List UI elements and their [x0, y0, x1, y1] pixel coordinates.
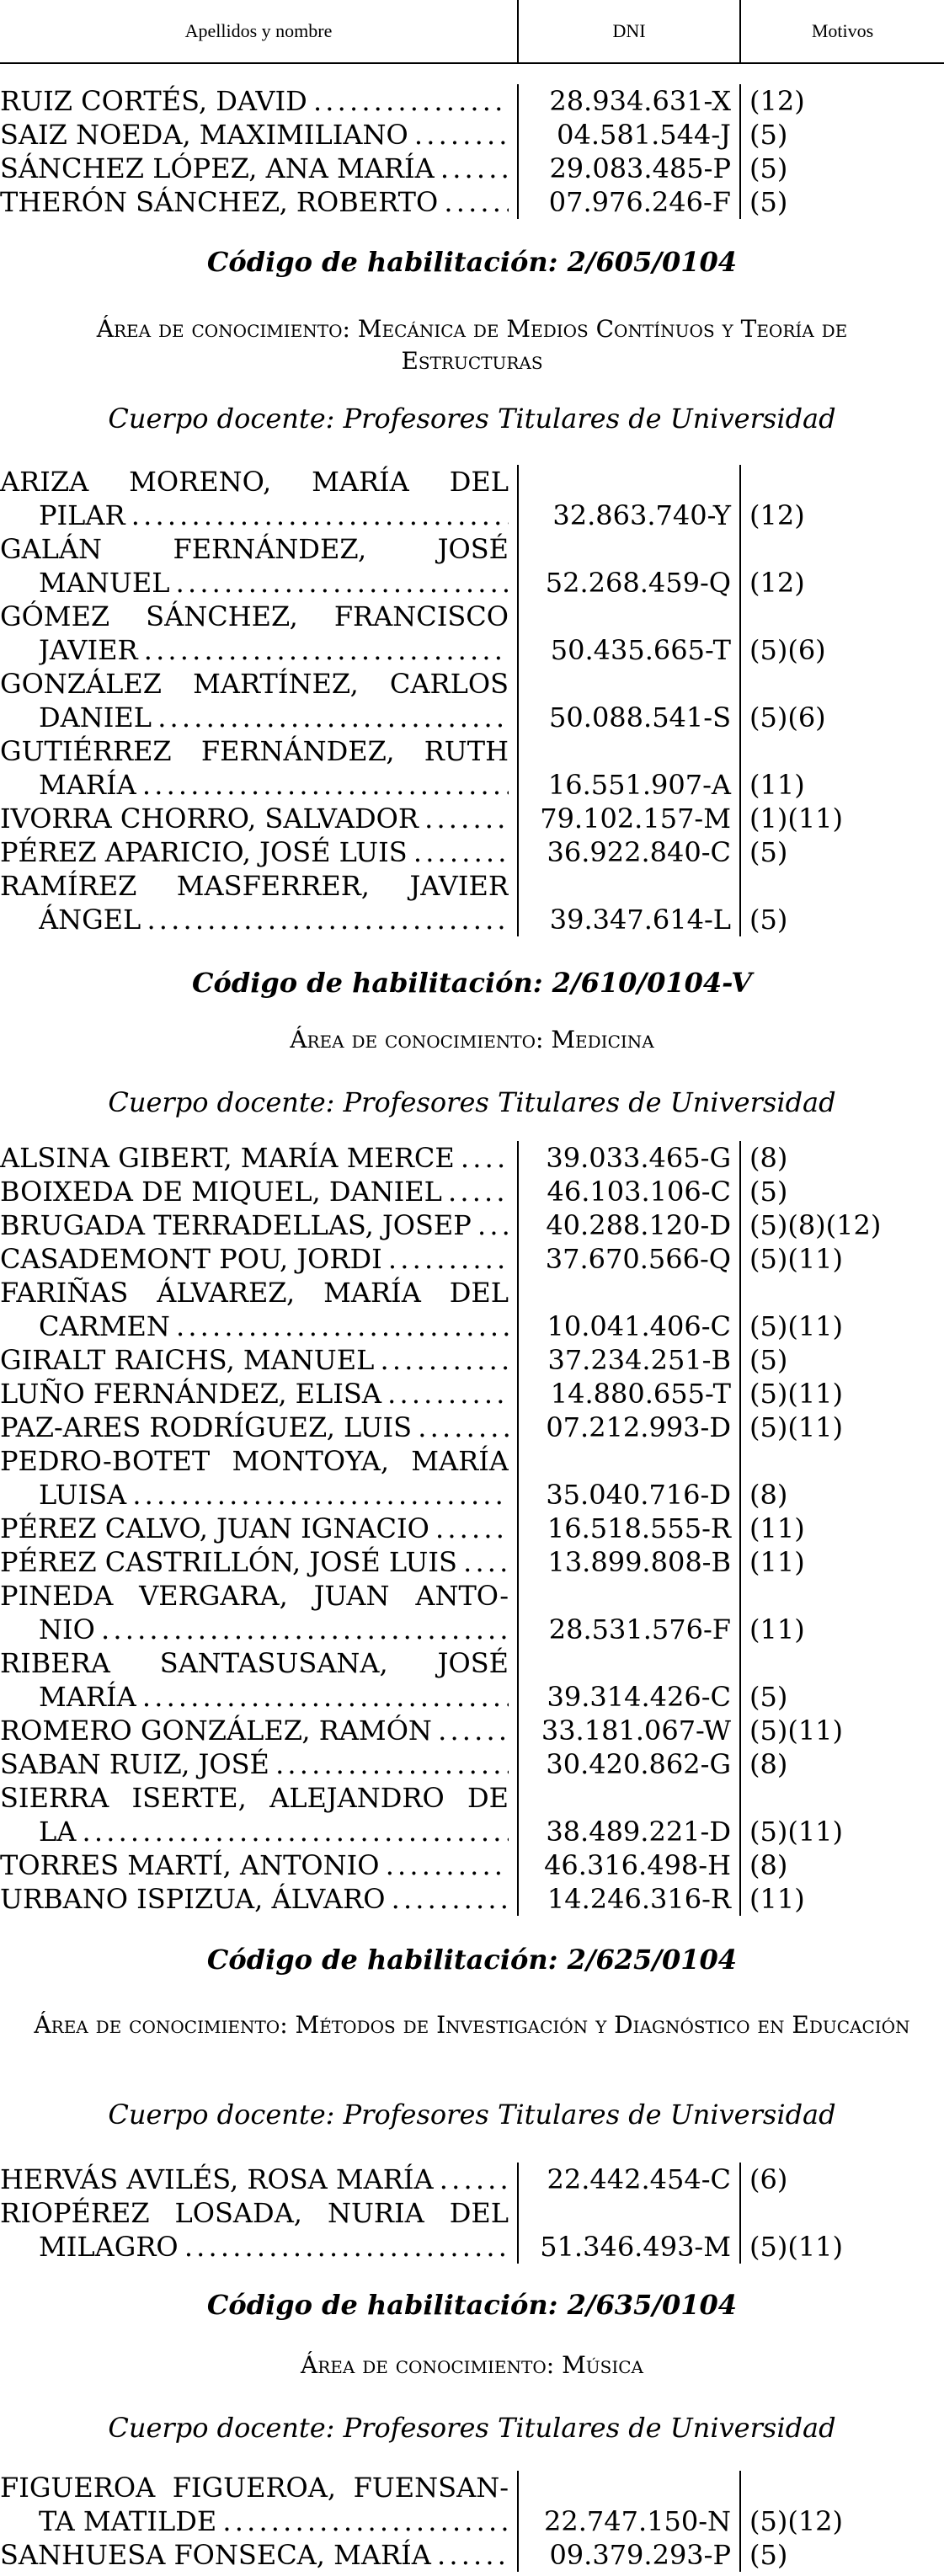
entry-dni: 22.442.454-C — [547, 2163, 731, 2195]
entry-motivos: (5)(11) — [749, 1310, 844, 1342]
entry-name: GONZÁLEZ MARTÍNEZ, CARLOS — [0, 668, 509, 700]
entry-motivos: (11) — [749, 1546, 805, 1578]
table-row — [0, 2163, 944, 2196]
entries-block — [0, 465, 944, 936]
entry-name: NIO . . . — [39, 1613, 509, 1646]
entry-dni: 14.246.316-R — [547, 1883, 731, 1915]
entry-dni: 28.934.631-X — [549, 85, 731, 117]
entry-dni: 38.489.221-D — [546, 1816, 731, 1848]
table-row — [0, 1478, 944, 1512]
entry-motivos: (11) — [749, 769, 805, 801]
entry-dni: 22.747.150-N — [543, 2505, 731, 2537]
section-area: Área de conocimiento: Música — [301, 2351, 643, 2379]
table-row — [0, 1815, 944, 1848]
entry-name: LUÑO FERNÁNDEZ, ELISA . . . — [0, 1377, 509, 1411]
table-row — [0, 1714, 944, 1747]
entry-name: ÁNGEL . . . — [39, 903, 509, 936]
entry-name: FIGUEROA FIGUEROA, FUENSAN- — [0, 2472, 509, 2504]
entry-name: THERÓN SÁNCHEZ, ROBERTO . . . — [0, 185, 509, 219]
entry-motivos: (5) — [749, 1681, 788, 1713]
table-row — [0, 1646, 944, 1680]
entries-block — [0, 84, 944, 219]
table-row — [0, 2538, 944, 2572]
table-row — [0, 566, 944, 600]
section-code: Código de habilitación: 2/625/0104 — [206, 1944, 738, 1976]
entry-dni: 50.088.541-S — [549, 701, 731, 733]
entry-motivos: (12) — [749, 499, 805, 531]
entry-motivos: (5)(6) — [749, 701, 826, 733]
entry-name: RAMÍREZ MASFERRER, JAVIER — [0, 870, 509, 902]
table-row — [0, 1377, 944, 1411]
section-code: Código de habilitación: 2/605/0104 — [206, 246, 738, 278]
entry-dni: 07.976.246-F — [548, 186, 731, 218]
entry-dni: 28.531.576-F — [548, 1613, 731, 1645]
table-row — [0, 1208, 944, 1242]
header-name: Apellidos y nombre — [184, 20, 333, 41]
entry-dni: 10.041.406-C — [547, 1310, 731, 1342]
entry-dni: 79.102.157-M — [540, 803, 731, 835]
table-row — [0, 600, 944, 633]
table-header — [0, 0, 944, 64]
entry-dni: 40.288.120-D — [546, 1209, 731, 1241]
entry-name: PINEDA VERGARA, JUAN ANTO- — [0, 1580, 509, 1612]
table-row — [0, 734, 944, 768]
entry-name: MARÍA . . . — [39, 768, 509, 802]
entry-motivos: (8) — [749, 1142, 788, 1174]
table-row — [0, 835, 944, 869]
column-divider — [517, 2471, 519, 2572]
entry-motivos: (11) — [749, 1512, 805, 1544]
table-row — [0, 768, 944, 802]
entries-block — [0, 2163, 944, 2264]
table-row — [0, 1579, 944, 1613]
section-cuerpo: Cuerpo docente: Profesores Titulares de Universidad — [108, 2099, 836, 2131]
entry-name: URBANO ISPIZUA, ÁLVARO . . . — [0, 1882, 509, 1916]
table-row — [0, 152, 944, 185]
table-row — [0, 118, 944, 152]
table-row — [0, 2196, 944, 2230]
entry-name: MARÍA . . . — [39, 1680, 509, 1714]
column-divider — [739, 1141, 741, 1916]
table-row — [0, 633, 944, 667]
entry-name: RUIZ CORTÉS, DAVID . . . — [0, 84, 509, 118]
column-divider — [739, 2471, 741, 2572]
entry-name: IVORRA CHORRO, SALVADOR . . . — [0, 802, 509, 835]
entry-dni: 39.347.614-L — [549, 904, 731, 936]
entry-dni: 33.181.067-W — [541, 1715, 731, 1747]
entry-dni: 07.212.993-D — [546, 1411, 731, 1443]
table-row — [0, 185, 944, 219]
entry-dni: 37.234.251-B — [547, 1344, 731, 1376]
entry-name: ROMERO GONZÁLEZ, RAMÓN . . . — [0, 1714, 509, 1747]
table-row — [0, 1781, 944, 1815]
entry-motivos: (5) — [749, 119, 788, 151]
entry-dni: 51.346.493-M — [540, 2231, 731, 2263]
entry-name: RIOPÉREZ LOSADA, NURIA DEL — [0, 2197, 509, 2229]
table-row — [0, 1141, 944, 1175]
entry-motivos: (5) — [749, 152, 788, 184]
entry-dni: 50.435.665-T — [550, 634, 731, 666]
table-row — [0, 2471, 944, 2504]
entry-name: PÉREZ CASTRILLÓN, JOSÉ LUIS . . . — [0, 1545, 509, 1579]
entry-dni: 13.899.808-B — [547, 1546, 731, 1578]
entry-dni: 04.581.544-J — [557, 119, 731, 151]
table-row — [0, 1882, 944, 1916]
section-code: Código de habilitación: 2/635/0104 — [206, 2289, 738, 2321]
table-row — [0, 84, 944, 118]
entry-motivos: (11) — [749, 1613, 805, 1645]
entry-dni: 14.880.655-T — [550, 1378, 731, 1410]
entry-name: PÉREZ APARICIO, JOSÉ LUIS . . . — [0, 835, 509, 869]
table-row — [0, 465, 944, 499]
entry-name: GUTIÉRREZ FERNÁNDEZ, RUTH — [0, 735, 509, 767]
entry-motivos: (5) — [749, 1176, 788, 1208]
entries-block — [0, 2471, 944, 2572]
entry-name: JAVIER . . . — [39, 633, 509, 667]
header-motivos: Motivos — [811, 20, 874, 41]
entry-name: LA . . . — [39, 1815, 509, 1848]
entry-name: SANHUESA FONSECA, MARÍA . . . — [0, 2538, 509, 2572]
section-area: Área de conocimiento: Medicina — [290, 1026, 654, 1053]
table-row — [0, 1747, 944, 1781]
section-code: Código de habilitación: 2/610/0104-V — [192, 967, 752, 999]
entry-dni: 35.040.716-D — [546, 1479, 731, 1511]
entry-motivos: (12) — [749, 567, 805, 599]
table-row — [0, 1343, 944, 1377]
entry-motivos: (8) — [749, 1748, 788, 1780]
entry-motivos: (5)(11) — [749, 1411, 844, 1443]
entry-name: PEDRO-BOTET MONTOYA, MARÍA — [0, 1445, 509, 1477]
entry-name: FARIÑAS ÁLVAREZ, MARÍA DEL — [0, 1277, 509, 1309]
header-divider — [739, 0, 741, 62]
entry-motivos: (5)(11) — [749, 2231, 844, 2263]
table-row — [0, 869, 944, 903]
entry-name: ARIZA MORENO, MARÍA DEL — [0, 466, 509, 498]
table-row — [0, 2230, 944, 2264]
table-row — [0, 1444, 944, 1478]
entry-name: SABAN RUIZ, JOSÉ . . . — [0, 1747, 509, 1781]
entry-name: SAIZ NOEDA, MAXIMILIANO . . . — [0, 118, 509, 152]
entry-dni: 46.316.498-H — [544, 1849, 731, 1881]
entry-name: ALSINA GIBERT, MARÍA MERCE . . . — [0, 1141, 509, 1175]
section-cuerpo: Cuerpo docente: Profesores Titulares de Universidad — [108, 1086, 836, 1118]
table-row — [0, 2504, 944, 2538]
entries-block — [0, 1141, 944, 1916]
table-row — [0, 1411, 944, 1444]
entry-motivos: (8) — [749, 1849, 788, 1881]
column-divider — [517, 465, 519, 936]
section-cuerpo: Cuerpo docente: Profesores Titulares de Universidad — [108, 2412, 836, 2444]
entry-motivos: (12) — [749, 85, 805, 117]
entry-dni: 39.033.465-G — [546, 1142, 731, 1174]
table-row — [0, 1242, 944, 1276]
entry-motivos: (11) — [749, 1883, 805, 1915]
entry-dni: 32.863.740-Y — [552, 499, 731, 531]
table-row — [0, 1848, 944, 1882]
entry-name: DANIEL . . . — [39, 701, 509, 734]
header-dni: DNI — [612, 20, 646, 41]
entry-name: RIBERA SANTASUSANA, JOSÉ — [0, 1647, 509, 1679]
entry-dni: 30.420.862-G — [546, 1748, 731, 1780]
entry-name: GALÁN FERNÁNDEZ, JOSÉ — [0, 533, 509, 565]
entry-dni: 16.518.555-R — [547, 1512, 731, 1544]
entry-dni: 52.268.459-Q — [545, 567, 731, 599]
entry-motivos: (5)(11) — [749, 1715, 844, 1747]
entry-motivos: (5)(12) — [749, 2505, 844, 2537]
column-divider — [739, 465, 741, 936]
table-row — [0, 1545, 944, 1579]
entry-motivos: (5)(11) — [749, 1378, 844, 1410]
entry-name: GIRALT RAICHS, MANUEL . . . — [0, 1343, 509, 1377]
section-area: Área de conocimiento: Mecánica de Medios Contínuos y Teoría de Estructuras — [96, 315, 848, 375]
entry-motivos: (5) — [749, 2539, 788, 2571]
entry-motivos: (5)(11) — [749, 1243, 844, 1275]
entry-name: PILAR . . . — [39, 499, 509, 532]
entry-motivos: (5) — [749, 1344, 788, 1376]
entry-name: SIERRA ISERTE, ALEJANDRO DE — [0, 1782, 509, 1814]
entry-name: TA MATILDE . . . — [39, 2504, 509, 2538]
entry-dni: 36.922.840-C — [547, 836, 731, 868]
table-row — [0, 802, 944, 835]
entry-motivos: (5) — [749, 904, 788, 936]
entry-name: LUISA . . . — [39, 1478, 509, 1512]
column-divider — [739, 2163, 741, 2264]
column-divider — [739, 84, 741, 219]
table-row — [0, 1276, 944, 1309]
entry-motivos: (5)(11) — [749, 1816, 844, 1848]
table-row — [0, 499, 944, 532]
entry-name: GÓMEZ SÁNCHEZ, FRANCISCO — [0, 600, 509, 632]
column-divider — [517, 2163, 519, 2264]
entry-dni: 39.314.426-C — [547, 1681, 731, 1713]
entry-dni: 37.670.566-Q — [545, 1243, 731, 1275]
entry-name: PAZ-ARES RODRÍGUEZ, LUIS . . . — [0, 1411, 509, 1444]
entry-motivos: (5) — [749, 836, 788, 868]
table-row — [0, 1309, 944, 1343]
table-row — [0, 1512, 944, 1545]
entry-name: CARMEN . . . — [39, 1309, 509, 1343]
entry-motivos: (6) — [749, 2163, 788, 2195]
entry-name: TORRES MARTÍ, ANTONIO . . . — [0, 1848, 509, 1882]
table-row — [0, 532, 944, 566]
entry-motivos: (5) — [749, 186, 788, 218]
entry-name: MANUEL . . . — [39, 566, 509, 600]
section-area: Área de conocimiento: Métodos de Investigación y Diagnóstico en Educación — [34, 2011, 910, 2039]
entry-dni: 16.551.907-A — [547, 769, 731, 801]
table-row — [0, 667, 944, 701]
entry-dni: 29.083.485-P — [549, 152, 731, 184]
column-divider — [517, 84, 519, 219]
table-row — [0, 1680, 944, 1714]
entry-motivos: (5)(6) — [749, 634, 826, 666]
entry-name: HERVÁS AVILÉS, ROSA MARÍA . . . — [0, 2163, 509, 2196]
table-row — [0, 1613, 944, 1646]
entry-motivos: (1)(11) — [749, 803, 844, 835]
entry-name: CASADEMONT POU, JORDI . . . — [0, 1242, 509, 1276]
entry-motivos: (8) — [749, 1479, 788, 1511]
entry-name: BOIXEDA DE MIQUEL, DANIEL . . . — [0, 1175, 509, 1208]
header-divider — [517, 0, 519, 62]
entry-name: PÉREZ CALVO, JUAN IGNACIO . . . — [0, 1512, 509, 1545]
column-divider — [517, 1141, 519, 1916]
table-row — [0, 701, 944, 734]
entry-dni: 09.379.293-P — [549, 2539, 731, 2571]
table-row — [0, 903, 944, 936]
entry-name: MILAGRO . . . — [39, 2230, 509, 2264]
entry-motivos: (5)(8)(12) — [749, 1209, 882, 1241]
entry-name: BRUGADA TERRADELLAS, JOSEP . . . — [0, 1208, 509, 1242]
table-row — [0, 1175, 944, 1208]
entry-dni: 46.103.106-C — [547, 1176, 731, 1208]
entry-name: SÁNCHEZ LÓPEZ, ANA MARÍA . . . — [0, 152, 509, 185]
section-cuerpo: Cuerpo docente: Profesores Titulares de Universidad — [108, 403, 836, 435]
